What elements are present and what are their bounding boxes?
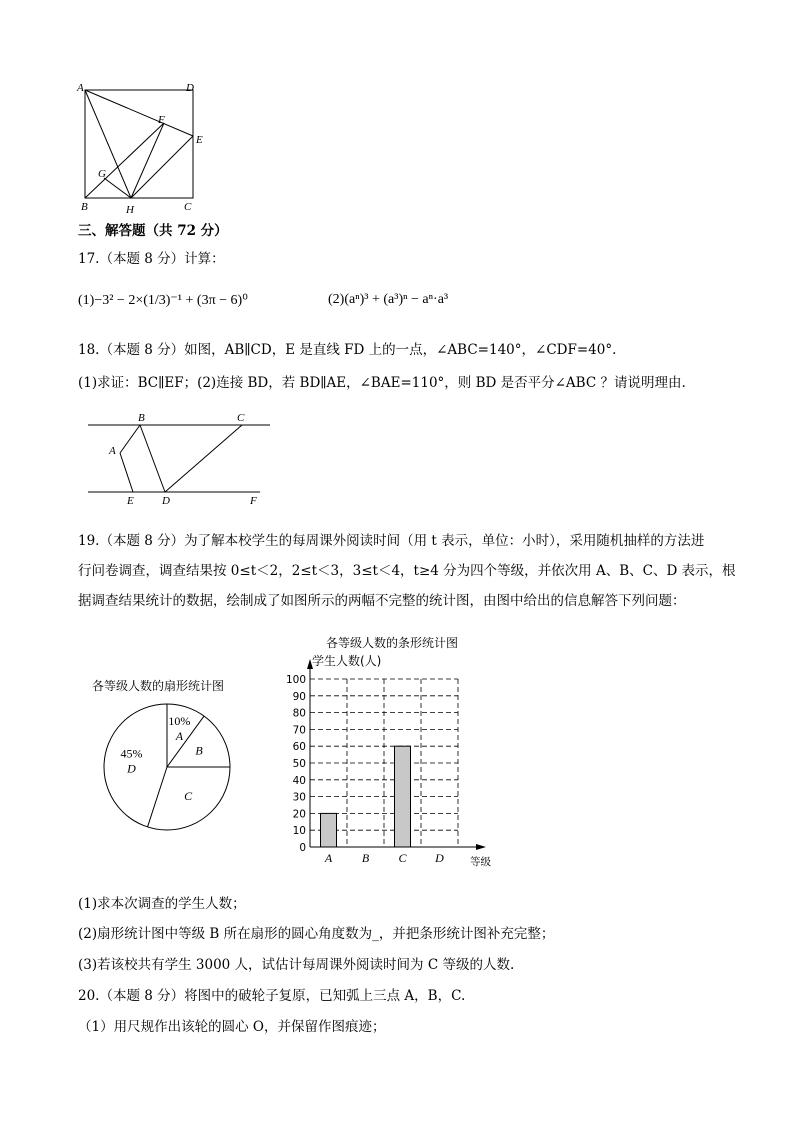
bar-a: [321, 813, 337, 847]
q19-sub3: (3)若该校共有学生 3000 人，试估计每周课外阅读时间为 C 等级的人数.: [78, 957, 515, 973]
point-label-c: C: [184, 201, 192, 213]
point-label-a: A: [77, 82, 84, 94]
point-label-a: A: [109, 445, 116, 457]
x-tick-label: A: [324, 851, 333, 865]
point-label-d: D: [186, 82, 194, 94]
y-axis-arrow: [307, 659, 313, 669]
y-tick-label: 10: [292, 825, 306, 838]
y-tick-label: 80: [292, 707, 306, 720]
pie-slice-label-b: B: [195, 743, 203, 758]
q17-text: 17.（本题 8 分）计算：: [78, 251, 225, 267]
pie-chart-title: 各等级人数的扇形统计图: [92, 679, 225, 693]
q19-sub2: (2)扇形统计图中等级 B 所在扇形的圆心角度数为_，并把条形统计图补充完整；: [78, 926, 555, 942]
point-label-g: G: [98, 168, 106, 180]
y-tick-label: 50: [292, 758, 306, 770]
parallel-lines-figure: [80, 410, 275, 510]
square-figure: [76, 80, 206, 218]
section-heading: 三、解答题（共 72 分）: [78, 223, 228, 239]
q19-line2: 行问卷调查，调查结果按 0≤t＜2，2≤t＜3，3≤t＜4，t≥4 分为四个等级，并依次用 A、B、C、D 表示，根: [78, 563, 736, 579]
y-tick-label: 60: [292, 741, 306, 754]
point-label-c: C: [237, 412, 245, 424]
pie-slice-edge-d: [148, 767, 167, 827]
y-tick-label: 20: [292, 808, 306, 821]
q18-line1: 18.（本题 8 分）如图，AB∥CD，E 是直线 FD 上的一点，∠ABC=140°，∠CDF=40°.: [78, 342, 617, 358]
q19-line3: 据调查结果统计的数据，绘制成了如图所示的两幅不完整的统计图，由图中给出的信息解答下列问题：: [78, 593, 686, 609]
q20-line2: （1）用尺规作出该轮的圆心 O，并保留作图痕迹；: [78, 1019, 386, 1035]
y-tick-label: 100: [285, 674, 306, 686]
y-tick-label: 40: [292, 774, 306, 787]
point-label-b: B: [81, 201, 88, 213]
bar-chart-ylabel: 学生人数(人): [312, 654, 382, 668]
pie-slice-label-c: C: [184, 789, 193, 804]
y-tick-label: 30: [292, 791, 306, 804]
x-tick-label: C: [398, 851, 407, 865]
q17-part1: (1)−3² − 2×(1/3)⁻¹ + (3π − 6)⁰: [78, 293, 248, 308]
x-axis-arrow: [476, 844, 486, 850]
x-tick-label: D: [435, 851, 444, 865]
pie-slice-percent-a: 10%: [168, 713, 191, 728]
point-label-h: H: [126, 204, 134, 216]
bar-chart-title: 各等级人数的条形统计图: [326, 636, 459, 650]
point-label-f: F: [158, 114, 165, 126]
point-label-f: F: [250, 495, 257, 507]
point-label-d: D: [162, 495, 170, 507]
q19-sub1: (1)求本次调查的学生人数；: [78, 896, 246, 912]
x-tick-label: B: [361, 851, 370, 865]
q20-line1: 20.（本题 8 分）将图中的破轮子复原，已知弧上三点 A，B，C.: [78, 988, 466, 1004]
point-label-b: B: [138, 412, 145, 424]
y-tick-label: 0: [299, 842, 306, 854]
pie-slice-label-a: A: [175, 728, 184, 743]
pie-slice-percent-d: 45%: [120, 746, 143, 761]
x-axis-label: 等级: [470, 856, 491, 868]
bar-c: [395, 746, 411, 847]
q17-part2: (2)(aⁿ)³ + (a³)ⁿ − aⁿ·a³: [328, 292, 449, 307]
point-label-e: E: [127, 495, 134, 507]
pie-slice-label-d: D: [127, 761, 136, 776]
y-tick-label: 90: [292, 690, 306, 703]
bar-chart: [280, 655, 510, 875]
point-label-e: E: [196, 134, 203, 146]
q18-line2: (1)求证：BC∥EF；(2)连接 BD，若 BD∥AE，∠BAE=110°，则 BD 是否平分∠ABC ？请说明理由.: [78, 375, 686, 391]
pie-chart: [95, 697, 240, 837]
q19-line1: 19.（本题 8 分）为了解本校学生的每周课外阅读时间（用 t 表示，单位：小时），采用随机抽样的方法进: [78, 533, 705, 549]
y-tick-label: 70: [292, 724, 306, 737]
